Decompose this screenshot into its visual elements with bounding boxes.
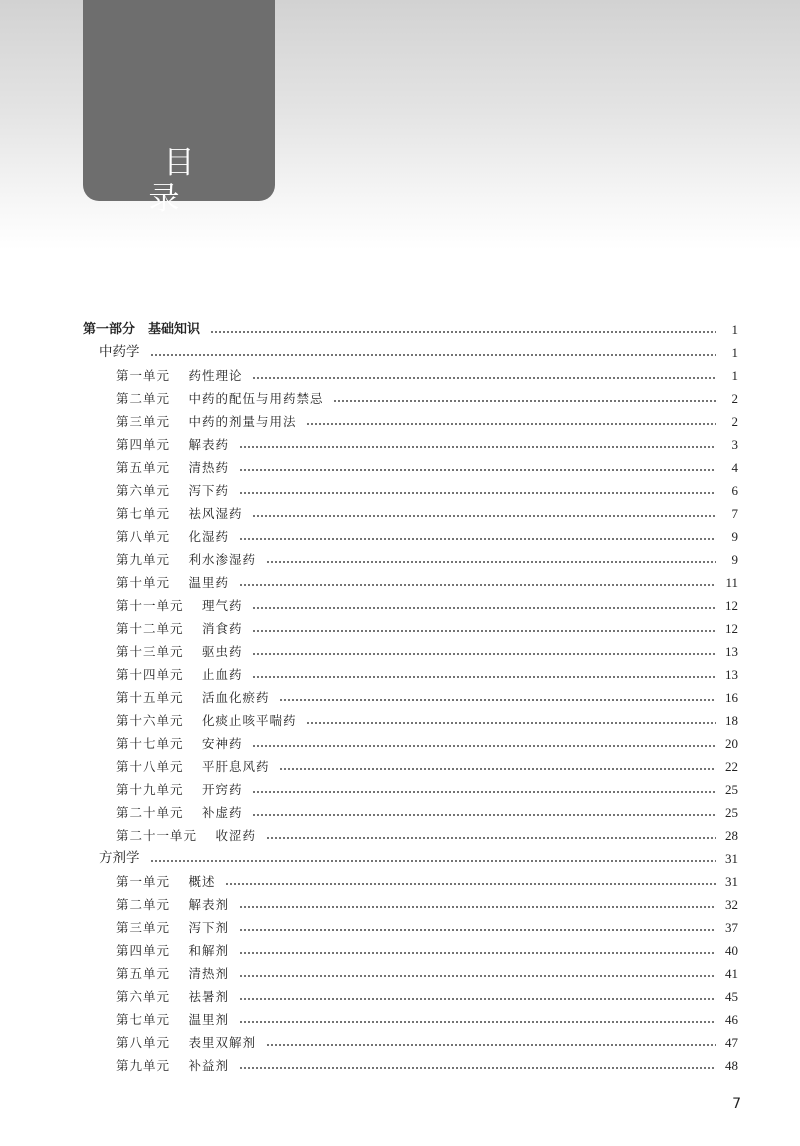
dot-leader — [239, 1021, 716, 1023]
toc-unit-entry[interactable] — [83, 456, 738, 479]
toc-unit-entry[interactable] — [83, 617, 738, 640]
toc-unit-entry[interactable] — [83, 1031, 738, 1054]
toc-unit-entry[interactable] — [83, 870, 738, 893]
toc-entry-page: 11 — [725, 575, 738, 590]
toc-unit-entry[interactable] — [83, 1054, 738, 1077]
dot-leader — [239, 469, 716, 471]
toc-entry-label: 第十八单元 平肝息风药 — [116, 759, 270, 774]
dot-leader — [239, 952, 716, 954]
toc-entry-page: 25 — [725, 805, 738, 820]
toc-entry-page: 1 — [731, 322, 738, 337]
toc-unit-entry[interactable] — [83, 732, 738, 755]
toc-entry-label: 第十九单元 开窍药 — [116, 782, 243, 797]
dot-leader — [266, 837, 716, 839]
toc-unit-entry[interactable] — [83, 1008, 738, 1031]
toc-entry-label: 第二十一单元 收涩药 — [116, 828, 256, 843]
dot-leader — [239, 446, 716, 448]
toc-entry-page: 13 — [725, 644, 738, 659]
toc-unit-entry[interactable] — [83, 594, 738, 617]
toc-entry-page: 25 — [725, 782, 738, 797]
toc-entry-label: 第四单元 解表药 — [116, 437, 229, 452]
toc-unit-entry[interactable] — [83, 571, 738, 594]
toc-entry-page: 28 — [725, 828, 738, 843]
dot-leader — [239, 1067, 716, 1069]
toc-entry-label: 第十六单元 化痰止咳平喘药 — [116, 713, 297, 728]
toc-unit-entry[interactable] — [83, 962, 738, 985]
page-title: 目 录 — [148, 145, 286, 217]
toc-unit-entry[interactable] — [83, 479, 738, 502]
dot-leader — [333, 400, 716, 402]
dot-leader — [150, 354, 717, 356]
toc-entry-page: 6 — [731, 483, 738, 498]
dot-leader — [150, 860, 717, 862]
toc-entry-label: 第十二单元 消食药 — [116, 621, 243, 636]
toc-entry-page: 31 — [725, 851, 738, 866]
toc-unit-entry[interactable] — [83, 709, 738, 732]
toc-entry-page: 46 — [725, 1012, 738, 1027]
dot-leader — [252, 607, 716, 609]
dot-leader — [279, 768, 716, 770]
toc-unit-entry[interactable] — [83, 364, 738, 387]
toc-part-entry[interactable] — [83, 318, 738, 341]
toc-section-entry[interactable] — [83, 847, 738, 870]
toc-unit-entry[interactable] — [83, 985, 738, 1008]
dot-leader — [252, 745, 716, 747]
dot-leader — [210, 331, 716, 333]
toc-entry-label: 第五单元 清热剂 — [116, 966, 229, 981]
toc-entry-label: 第八单元 表里双解剂 — [116, 1035, 256, 1050]
dot-leader — [306, 722, 716, 724]
dot-leader — [252, 377, 716, 379]
toc-entry-page: 1 — [731, 345, 738, 360]
dot-leader — [252, 630, 716, 632]
toc-entry-page: 45 — [725, 989, 738, 1004]
toc-unit-entry[interactable] — [83, 778, 738, 801]
toc-entry-label: 第十七单元 安神药 — [116, 736, 243, 751]
toc-entry-page: 9 — [731, 552, 738, 567]
toc-entry-label: 第十五单元 活血化瘀药 — [116, 690, 270, 705]
toc-entry-label: 第三单元 泻下剂 — [116, 920, 229, 935]
toc-entry-label: 方剂学 — [99, 850, 140, 866]
toc-unit-entry[interactable] — [83, 387, 738, 410]
toc-entry-page: 12 — [725, 598, 738, 613]
toc-entry-page: 16 — [725, 690, 738, 705]
toc-unit-entry[interactable] — [83, 801, 738, 824]
dot-leader — [239, 906, 716, 908]
toc-entry-label: 第十四单元 止血药 — [116, 667, 243, 682]
toc-entry-label: 第九单元 补益剂 — [116, 1058, 229, 1073]
toc-entry-label: 第三单元 中药的剂量与用法 — [116, 414, 297, 429]
toc-unit-entry[interactable] — [83, 525, 738, 548]
toc-entry-page: 37 — [725, 920, 738, 935]
toc-entry-label: 第十一单元 理气药 — [116, 598, 243, 613]
toc-entry-page: 31 — [725, 874, 738, 889]
toc-entry-label: 第七单元 温里剂 — [116, 1012, 229, 1027]
toc-unit-entry[interactable] — [83, 824, 738, 847]
toc-entry-page: 1 — [731, 368, 738, 383]
toc-entry-label: 第一单元 药性理论 — [116, 368, 243, 383]
dot-leader — [252, 791, 716, 793]
toc-entry-page: 20 — [725, 736, 738, 751]
toc-entry-label: 第二单元 中药的配伍与用药禁忌 — [116, 391, 324, 406]
dot-leader — [279, 699, 716, 701]
toc-entry-page: 4 — [731, 460, 738, 475]
toc-entry-page: 12 — [725, 621, 738, 636]
toc-unit-entry[interactable] — [83, 410, 738, 433]
toc-entry-page: 7 — [731, 506, 738, 521]
dot-leader — [225, 883, 716, 885]
toc-entry-label: 第十单元 温里药 — [116, 575, 229, 590]
toc-entry-label: 第一单元 概述 — [116, 874, 216, 889]
toc-entry-page: 2 — [731, 391, 738, 406]
toc-entry-label: 第六单元 祛暑剂 — [116, 989, 229, 1004]
dot-leader — [239, 975, 716, 977]
toc-entry-label: 第九单元 利水渗湿药 — [116, 552, 256, 567]
toc-entry-label: 第五单元 清热药 — [116, 460, 229, 475]
dot-leader — [252, 676, 716, 678]
dot-leader — [239, 998, 716, 1000]
toc-entry-label: 第四单元 和解剂 — [116, 943, 229, 958]
toc-unit-entry[interactable] — [83, 893, 738, 916]
toc-unit-entry[interactable] — [83, 916, 738, 939]
dot-leader — [239, 492, 716, 494]
dot-leader — [266, 1044, 716, 1046]
toc-entry-label: 第七单元 祛风湿药 — [116, 506, 243, 521]
footer-page-number: 7 — [732, 1096, 741, 1112]
toc-unit-entry[interactable] — [83, 548, 738, 571]
toc-entry-page: 18 — [725, 713, 738, 728]
toc-unit-entry[interactable] — [83, 502, 738, 525]
table-of-contents — [83, 318, 738, 1077]
toc-entry-page: 32 — [725, 897, 738, 912]
dot-leader — [239, 538, 716, 540]
toc-entry-page: 47 — [725, 1035, 738, 1050]
toc-entry-page: 2 — [731, 414, 738, 429]
toc-entry-label: 第二十单元 补虚药 — [116, 805, 243, 820]
toc-unit-entry[interactable] — [83, 433, 738, 456]
dot-leader — [266, 561, 716, 563]
dot-leader — [239, 929, 716, 931]
toc-section-entry[interactable] — [83, 341, 738, 364]
toc-entry-page: 48 — [725, 1058, 738, 1073]
toc-entry-label: 第十三单元 驱虫药 — [116, 644, 243, 659]
dot-leader — [239, 584, 716, 586]
toc-entry-page: 3 — [731, 437, 738, 452]
toc-unit-entry[interactable] — [83, 686, 738, 709]
toc-entry-label: 第二单元 解表剂 — [116, 897, 229, 912]
dot-leader — [306, 423, 716, 425]
toc-entry-label: 第八单元 化湿药 — [116, 529, 229, 544]
toc-unit-entry[interactable] — [83, 640, 738, 663]
toc-entry-page: 41 — [725, 966, 738, 981]
toc-entry-page: 22 — [725, 759, 738, 774]
toc-entry-page: 13 — [725, 667, 738, 682]
title-tab — [83, 0, 286, 217]
toc-entry-label: 第一部分 基础知识 — [83, 322, 201, 337]
dot-leader — [252, 515, 716, 517]
toc-entry-page: 9 — [731, 529, 738, 544]
dot-leader — [252, 814, 716, 816]
toc-unit-entry[interactable] — [83, 755, 738, 778]
toc-unit-entry[interactable] — [83, 663, 738, 686]
dot-leader — [252, 653, 716, 655]
toc-entry-label: 第六单元 泻下药 — [116, 483, 229, 498]
toc-entry-label: 中药学 — [99, 344, 140, 360]
toc-unit-entry[interactable] — [83, 939, 738, 962]
toc-entry-page: 40 — [725, 943, 738, 958]
